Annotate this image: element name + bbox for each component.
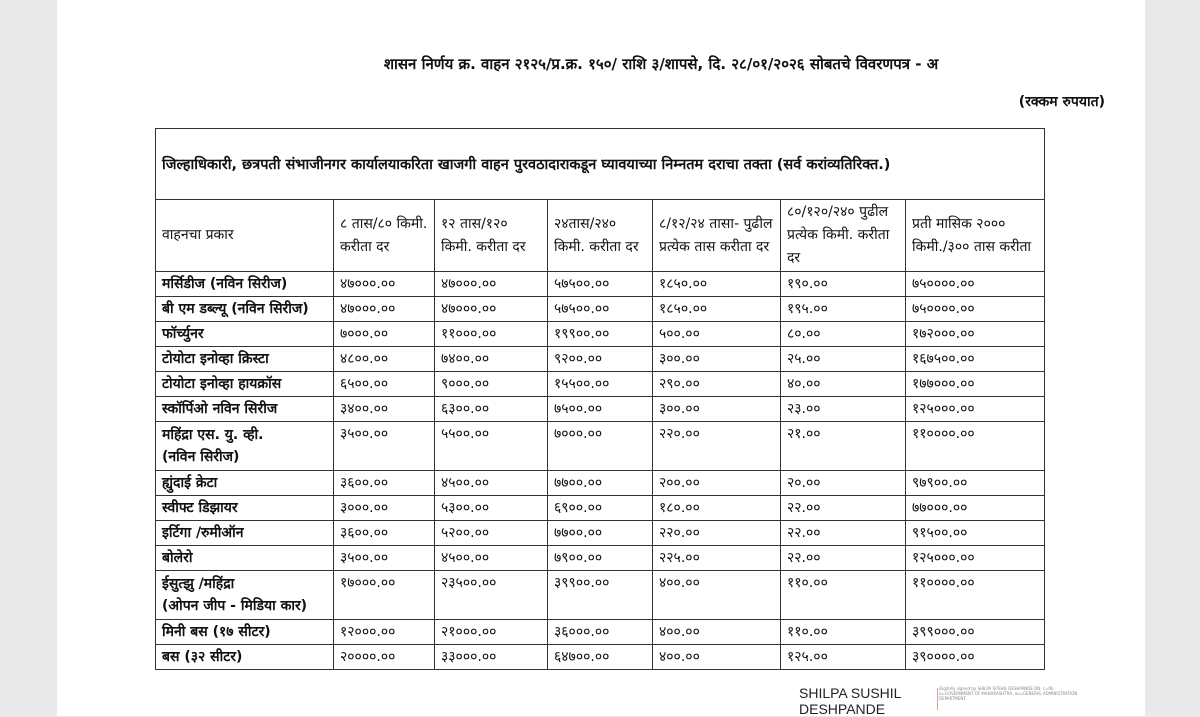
table-row <box>156 422 1045 471</box>
rate-cell: ३५००.०० <box>334 422 435 471</box>
vehicle-type-name: फॉर्च्युनर <box>162 326 204 342</box>
header-12hr-rate: १२ तास/१२० किमी. करीता दर <box>435 200 548 272</box>
rate-cell: ४००.०० <box>653 571 781 620</box>
vehicle-type-name: बस (३२ सीटर) <box>162 649 243 665</box>
rate-cell: १७०००.०० <box>334 571 435 620</box>
rate-cell: ५००.०० <box>653 322 781 347</box>
rate-cell: २०.०० <box>781 471 906 496</box>
header-extra-hour-rate: ८/१२/२४ तासा- पुढील प्रत्येक तास करीता दर <box>653 200 781 272</box>
header-monthly-rate: प्रती मासिक २००० किमी./३०० तास करीता <box>906 200 1045 272</box>
rate-cell: १९९००.०० <box>548 322 653 347</box>
vehicle-type-cell <box>156 471 334 496</box>
rate-cell: १८५०.०० <box>653 272 781 297</box>
rate-cell: ७०००.०० <box>548 422 653 471</box>
rate-cell: २००.०० <box>653 471 781 496</box>
header-vehicle-type: वाहनचा प्रकार <box>156 200 334 272</box>
table-row <box>156 546 1045 571</box>
rate-cell: ७७००.०० <box>548 471 653 496</box>
vehicle-type-subname: (ओपन जीप - मिडिया कार) <box>162 598 308 614</box>
rate-cell: १७२०००.०० <box>906 322 1045 347</box>
rate-cell: ७७०००.०० <box>906 496 1045 521</box>
table-header-row <box>156 200 1045 272</box>
rate-cell: ४००.०० <box>653 620 781 645</box>
rate-table <box>155 128 1045 670</box>
rate-cell: ४७०००.०० <box>334 272 435 297</box>
table-row <box>156 347 1045 372</box>
vehicle-type-cell <box>156 422 334 471</box>
document-heading: शासन निर्णय क्र. वाहन २१२५/प्र.क्र. १५०/ राशि ३/शापसे, दि. २८/०१/२०२६ सोबतचे विवरणपत्र - अ <box>383 55 939 73</box>
rate-cell: २२०.०० <box>653 521 781 546</box>
vehicle-type-name: बोलेरो <box>162 550 193 566</box>
rate-cell: ३९९००.०० <box>548 571 653 620</box>
rate-cell: ७७००.०० <box>548 521 653 546</box>
rate-cell: १२५०००.०० <box>906 397 1045 422</box>
vehicle-type-name: टोयोटा इनोव्हा क्रिस्टा <box>162 351 269 367</box>
rate-cell: ७४००.०० <box>435 347 548 372</box>
rate-cell: ९७९००.०० <box>906 471 1045 496</box>
signer-name <box>799 685 901 717</box>
vehicle-type-cell <box>156 272 334 297</box>
rate-cell: ११०.०० <box>781 620 906 645</box>
rate-cell: १२०००.०० <box>334 620 435 645</box>
vehicle-type-cell <box>156 297 334 322</box>
rate-cell: ३००.०० <box>653 397 781 422</box>
rate-cell: २३५००.०० <box>435 571 548 620</box>
rate-cell: ३६००.०० <box>334 521 435 546</box>
rate-cell: ६३००.०० <box>435 397 548 422</box>
rate-cell: १५५००.०० <box>548 372 653 397</box>
vehicle-type-cell <box>156 496 334 521</box>
rate-cell: ५२००.०० <box>435 521 548 546</box>
rate-cell: ३०००.०० <box>334 496 435 521</box>
rate-cell: २२.०० <box>781 496 906 521</box>
vehicle-type-cell <box>156 521 334 546</box>
table-row <box>156 620 1045 645</box>
table-row <box>156 372 1045 397</box>
vehicle-type-name: टोयोटा इनोव्हा हायक्रॉस <box>162 376 282 392</box>
vehicle-type-cell <box>156 546 334 571</box>
rate-cell: ३९००००.०० <box>906 645 1045 670</box>
rate-cell: १८५०.०० <box>653 297 781 322</box>
rate-cell: ८०.०० <box>781 322 906 347</box>
rate-cell: ३४००.०० <box>334 397 435 422</box>
rate-cell: ३००.०० <box>653 347 781 372</box>
rate-cell: १९५.०० <box>781 297 906 322</box>
rate-cell: ४५००.०० <box>435 471 548 496</box>
vehicle-type-name: स्कॉर्पिओ नविन सिरीज <box>162 401 278 417</box>
rate-cell: ११०००.०० <box>435 322 548 347</box>
rate-cell: १२५.०० <box>781 645 906 670</box>
digital-signature-details: Digitally signed by SHILPA SUSHIL DESHPANDE DN: c=IN, o=GOVERNMENT OF MAHARASHTRA, ou=GENERAL ADMINISTRATION DEPARTMENT <box>939 686 1078 701</box>
rate-cell: ४८००.०० <box>334 347 435 372</box>
rate-cell: ६४७००.०० <box>548 645 653 670</box>
rate-cell: १९०.०० <box>781 272 906 297</box>
rate-cell: ११००००.०० <box>906 422 1045 471</box>
vehicle-type-cell <box>156 347 334 372</box>
table-row <box>156 397 1045 422</box>
rate-cell: ७५००.०० <box>548 397 653 422</box>
rate-cell: २९०.०० <box>653 372 781 397</box>
vehicle-type-subname: (नविन सिरीज) <box>162 449 240 465</box>
vehicle-type-name: ह्युंदाई क्रेटा <box>162 475 218 491</box>
rate-cell: २२५.०० <box>653 546 781 571</box>
vehicle-type-cell <box>156 372 334 397</box>
rate-cell: ३६०००.०० <box>548 620 653 645</box>
rate-cell: ९१५००.०० <box>906 521 1045 546</box>
rate-cell: २५.०० <box>781 347 906 372</box>
vehicle-type-name: महिंद्रा एस. यु. व्ही. <box>162 427 264 443</box>
rate-cell: ४०.०० <box>781 372 906 397</box>
table-caption-row <box>156 129 1045 200</box>
amount-unit-note: (रक्कम रुपयात) <box>1018 94 1105 110</box>
rate-cell: १२५०००.०० <box>906 546 1045 571</box>
table-row <box>156 297 1045 322</box>
rate-cell: ७०००.०० <box>334 322 435 347</box>
rate-cell: ६५००.०० <box>334 372 435 397</box>
rate-cell: ११००००.०० <box>906 571 1045 620</box>
rate-cell: ४००.०० <box>653 645 781 670</box>
table-row <box>156 521 1045 546</box>
rate-cell: १६७५००.०० <box>906 347 1045 372</box>
header-8hr-rate: ८ तास/८० किमी. करीता दर <box>334 200 435 272</box>
document-page <box>57 0 1145 716</box>
vehicle-type-name: मर्सिडीज (नविन सिरीज) <box>162 276 288 292</box>
header-extra-km-rate: ८०/१२०/२४० पुढील प्रत्येक किमी. करीता दर <box>781 200 906 272</box>
rate-cell: ५५००.०० <box>435 422 548 471</box>
table-row <box>156 322 1045 347</box>
rate-cell: २२०.०० <box>653 422 781 471</box>
rate-cell: २००००.०० <box>334 645 435 670</box>
vehicle-type-cell <box>156 571 334 620</box>
vehicle-type-name: इर्टिगा /रुमीऑन <box>162 525 244 541</box>
table-caption: जिल्हाधिकारी, छत्रपती संभाजीनगर कार्यालयाकरिता खाजगी वाहन पुरवठादाराकडून घ्यावयाच्या निम्नतम दराचा तक्ता (सर्व करांव्यतिरिक्त.) <box>156 129 1045 200</box>
rate-cell: ५७५००.०० <box>548 297 653 322</box>
vehicle-type-cell <box>156 397 334 422</box>
rate-cell: ५३००.०० <box>435 496 548 521</box>
rate-cell: २३.०० <box>781 397 906 422</box>
rate-cell: ४५००.०० <box>435 546 548 571</box>
rate-cell: ३३०००.०० <box>435 645 548 670</box>
vehicle-type-name: स्वीफ्ट डिझायर <box>162 500 238 516</box>
rate-cell: ९०००.०० <box>435 372 548 397</box>
rate-cell: ७५००००.०० <box>906 272 1045 297</box>
table-row <box>156 272 1045 297</box>
table-row <box>156 571 1045 620</box>
rate-cell: ३६००.०० <box>334 471 435 496</box>
rate-cell: ५७५००.०० <box>548 272 653 297</box>
vehicle-type-cell <box>156 645 334 670</box>
vehicle-type-name: ईसुत्झु /महिंद्रा <box>162 576 235 592</box>
rate-cell: ७९००.०० <box>548 546 653 571</box>
rate-cell: ३९९०००.०० <box>906 620 1045 645</box>
rate-cell: २१०००.०० <box>435 620 548 645</box>
rate-cell: २२.०० <box>781 546 906 571</box>
vehicle-type-cell <box>156 322 334 347</box>
rate-cell: ६९००.०० <box>548 496 653 521</box>
signer-name-line1: SHILPA SUSHIL <box>799 685 902 701</box>
rate-cell: ११०.०० <box>781 571 906 620</box>
vehicle-type-cell <box>156 620 334 645</box>
vehicle-type-name: मिनी बस (१७ सीटर) <box>162 624 271 640</box>
rate-cell: ७५००००.०० <box>906 297 1045 322</box>
table-row <box>156 471 1045 496</box>
rate-cell: ४७०००.०० <box>435 297 548 322</box>
rate-cell: ३५००.०० <box>334 546 435 571</box>
signer-name-line2: DESHPANDE <box>799 701 886 717</box>
rate-cell: १७७०००.०० <box>906 372 1045 397</box>
table-row <box>156 496 1045 521</box>
rate-cell: ४७०००.०० <box>435 272 548 297</box>
rate-cell: २१.०० <box>781 422 906 471</box>
vehicle-type-name: बी एम डब्ल्यू (नविन सिरीज) <box>162 301 309 317</box>
rate-cell: ४७०००.०० <box>334 297 435 322</box>
header-24hr-rate: २४तास/२४० किमी. करीता दर <box>548 200 653 272</box>
rate-cell: ९२००.०० <box>548 347 653 372</box>
table-row <box>156 645 1045 670</box>
rate-cell: १८०.०० <box>653 496 781 521</box>
rate-cell: २२.०० <box>781 521 906 546</box>
